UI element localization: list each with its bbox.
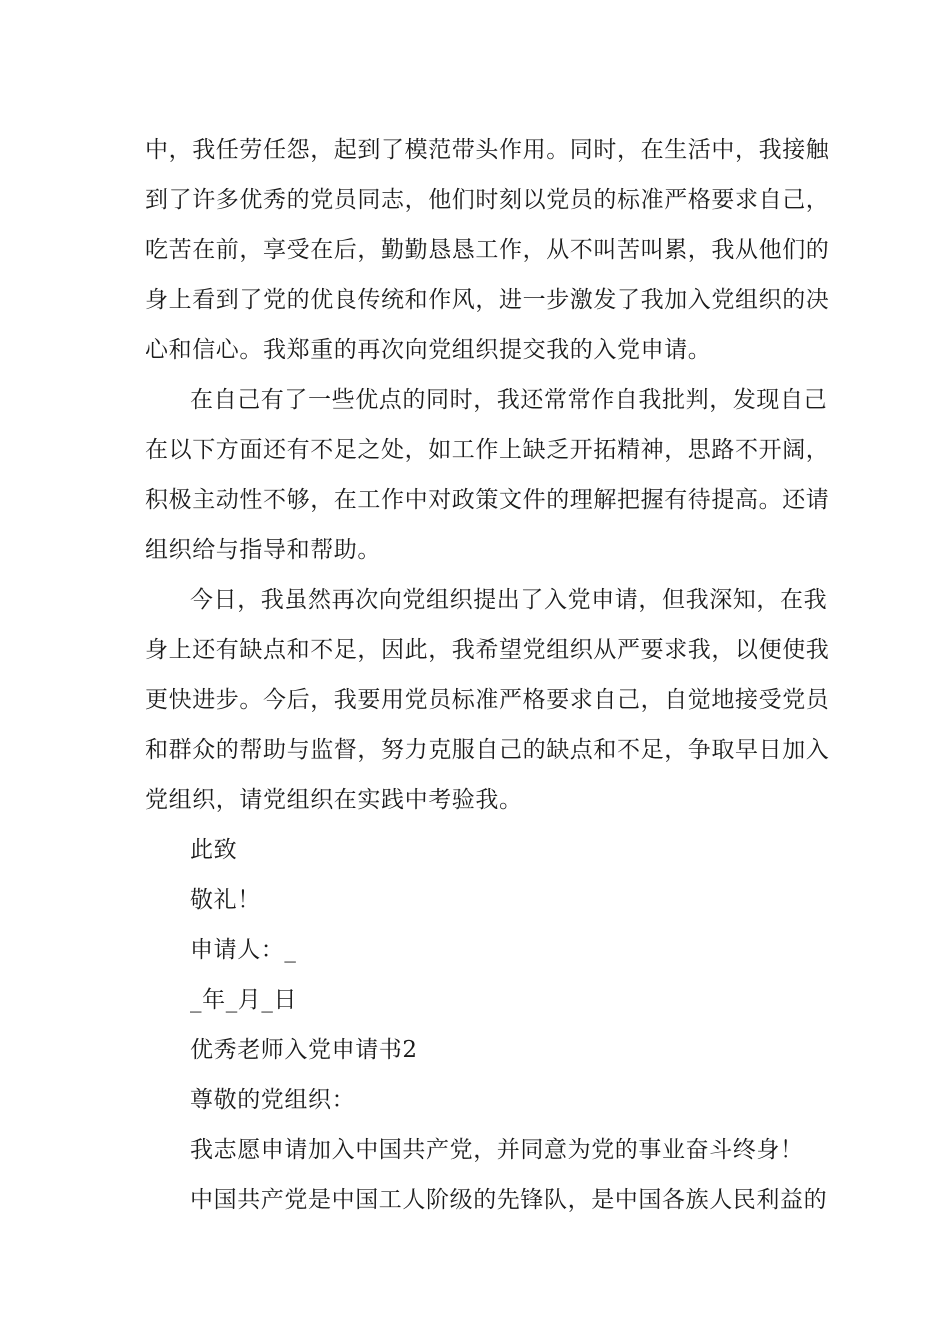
section-title: 优秀老师入党申请书2 xyxy=(190,1037,418,1063)
closing-respect: 敬礼！ xyxy=(190,887,261,913)
paragraph-line: 中，我任劳任怨，起到了模范带头作用。同时，在生活中，我接触 xyxy=(145,137,830,163)
paragraph-line: 组织给与指导和帮助。 xyxy=(145,537,381,563)
paragraph-line: 今日，我虽然再次向党组织提出了入党申请，但我深知，在我 xyxy=(190,587,828,613)
paragraph-line: 中国共产党是中国工人阶级的先锋队，是中国各族人民利益的 xyxy=(190,1187,828,1213)
paragraph-line: 心和信心。我郑重的再次向党组织提交我的入党申请。 xyxy=(145,337,712,363)
applicant-line: 申请人：_ xyxy=(190,937,297,963)
date-line: _年_月_日 xyxy=(190,987,298,1013)
paragraph-line: 更快进步。今后，我要用党员标准严格要求自己，自觉地接受党员 xyxy=(145,687,830,713)
paragraph-line: 在以下方面还有不足之处，如工作上缺乏开拓精神，思路不开阔， xyxy=(145,437,830,463)
paragraph-line: 党组织，请党组织在实践中考验我。 xyxy=(145,787,523,813)
closing-salutation: 此致 xyxy=(190,837,238,863)
paragraph-line: 我志愿申请加入中国共产党，并同意为党的事业奋斗终身！ xyxy=(190,1137,804,1163)
paragraph-line: 和群众的帮助与监督，努力克服自己的缺点和不足，争取早日加入 xyxy=(145,737,830,763)
paragraph-line: 吃苦在前，享受在后，勤勤恳恳工作，从不叫苦叫累，我从他们的 xyxy=(145,237,830,263)
paragraph-line: 积极主动性不够，在工作中对政策文件的理解把握有待提高。还请 xyxy=(145,487,830,513)
greeting: 尊敬的党组织： xyxy=(190,1087,356,1113)
paragraph-line: 身上看到了党的优良传统和作风，进一步激发了我加入党组织的决 xyxy=(145,287,830,313)
paragraph-line: 在自己有了一些优点的同时，我还常常作自我批判，发现自己 xyxy=(190,387,828,413)
paragraph-line: 身上还有缺点和不足，因此，我希望党组织从严要求我，以便使我 xyxy=(145,637,830,663)
paragraph-line: 到了许多优秀的党员同志，他们时刻以党员的标准严格要求自己， xyxy=(145,187,830,213)
